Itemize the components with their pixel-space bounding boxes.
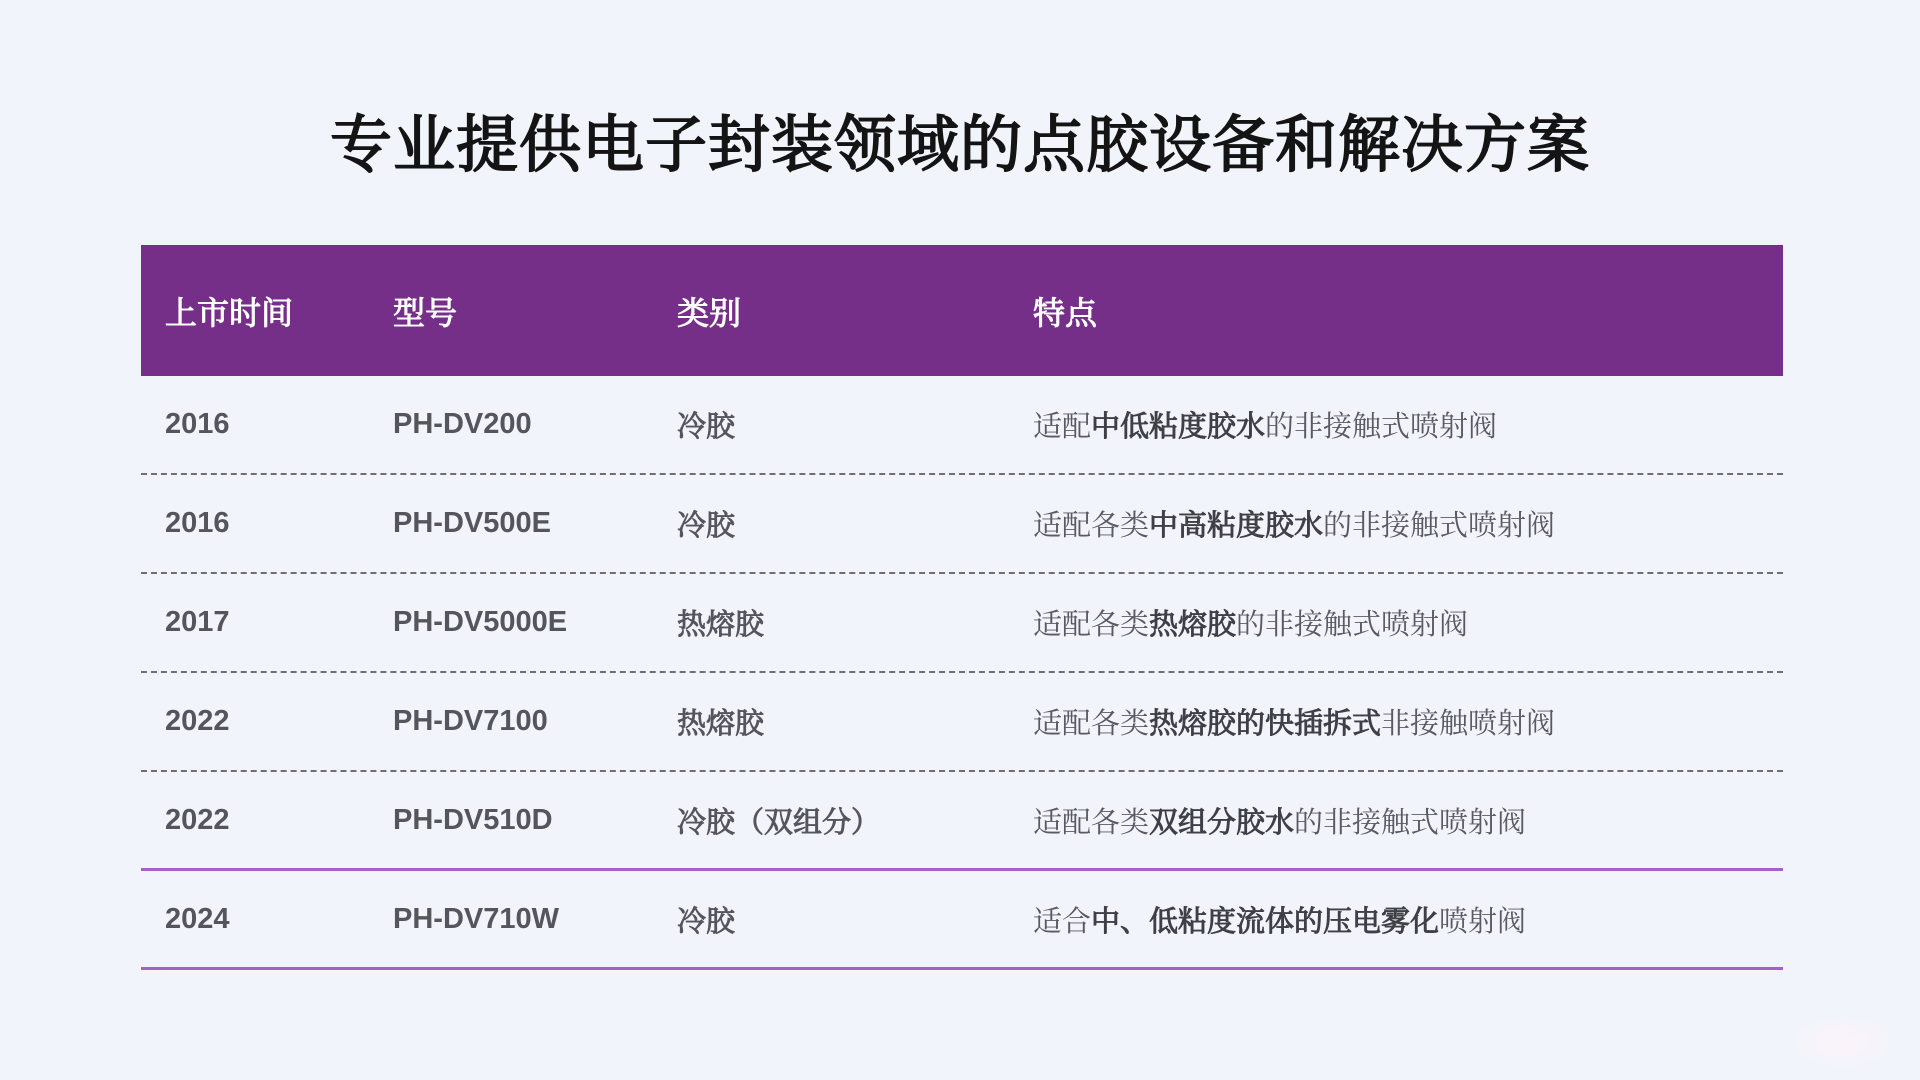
column-header-model: 型号	[393, 294, 458, 331]
cell-model: PH-DV5000E	[393, 606, 568, 638]
cell-model: PH-DV7100	[393, 705, 548, 737]
feature-highlight: 热熔胶的快插拆式	[1149, 708, 1382, 740]
feature-prefix: 适配各类	[1033, 708, 1150, 740]
feature-suffix: 非接触喷射阀	[1381, 708, 1556, 740]
cell-features	[1033, 602, 1783, 643]
table-row	[141, 475, 1783, 574]
cell-category: 冷胶	[677, 905, 736, 938]
page-title: 专业提供电子封装领域的点胶设备和解决方案	[329, 111, 1590, 180]
feature-prefix: 适合	[1033, 905, 1092, 938]
feature-highlight: 中高粘度胶水	[1149, 510, 1324, 542]
table-row	[141, 772, 1783, 871]
feature-prefix: 适配各类	[1033, 510, 1150, 542]
cell-features	[1033, 404, 1783, 445]
cell-launch-date: 2017	[165, 606, 230, 638]
feature-highlight: 中低粘度胶水	[1091, 411, 1266, 443]
cell-launch-date: 2024	[165, 902, 230, 935]
cell-category: 冷胶（双组分）	[677, 806, 881, 839]
feature-highlight: 双组分胶水	[1149, 806, 1295, 839]
table-header-row	[141, 245, 1783, 376]
product-table	[141, 245, 1783, 970]
feature-suffix: 喷射阀	[1439, 905, 1527, 938]
feature-suffix: 的非接触式喷射阀	[1294, 806, 1527, 839]
column-header-launch-date: 上市时间	[165, 294, 294, 331]
feature-prefix: 适配	[1033, 411, 1092, 443]
column-header-category: 类别	[677, 294, 742, 331]
cell-launch-date: 2022	[165, 803, 230, 836]
feature-suffix: 的非接触式喷射阀	[1265, 411, 1498, 443]
table-row	[141, 673, 1783, 772]
cell-category: 冷胶	[677, 411, 736, 443]
cell-model: PH-DV510D	[393, 803, 553, 836]
column-header-features: 特点	[1033, 294, 1098, 331]
feature-suffix: 的非接触式喷射阀	[1323, 510, 1556, 542]
cell-model: PH-DV710W	[393, 902, 559, 935]
cell-launch-date: 2016	[165, 408, 230, 440]
feature-prefix: 适配各类	[1033, 609, 1150, 641]
cell-model: PH-DV500E	[393, 507, 551, 539]
feature-highlight: 热熔胶	[1149, 609, 1237, 641]
watermark	[1782, 1010, 1902, 1074]
cell-category: 热熔胶	[677, 708, 765, 740]
table-row	[141, 574, 1783, 673]
cell-launch-date: 2022	[165, 705, 230, 737]
cell-features	[1033, 701, 1783, 742]
cell-category: 热熔胶	[677, 609, 765, 641]
table-body	[141, 376, 1783, 970]
cell-features	[1033, 800, 1783, 841]
cell-launch-date: 2016	[165, 507, 230, 539]
cell-features	[1033, 503, 1783, 544]
feature-highlight: 中、低粘度流体的压电雾化	[1091, 905, 1440, 938]
feature-suffix: 的非接触式喷射阀	[1236, 609, 1469, 641]
table-row	[141, 871, 1783, 970]
feature-prefix: 适配各类	[1033, 806, 1150, 839]
cell-category: 冷胶	[677, 510, 736, 542]
cell-model: PH-DV200	[393, 408, 532, 440]
cell-features	[1033, 899, 1783, 940]
table-row	[141, 376, 1783, 475]
